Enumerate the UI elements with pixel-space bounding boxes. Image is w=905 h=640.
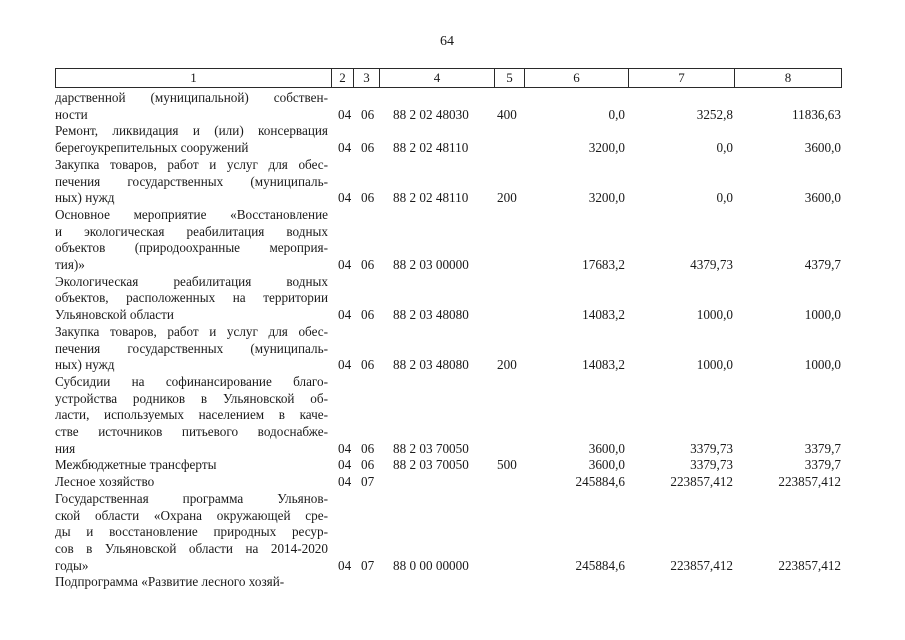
description-line: ния — [55, 440, 76, 456]
cell-c8: 1000,0 — [804, 357, 841, 373]
cell-c8: 3600,0 — [804, 140, 841, 156]
description-line: Закупка товаров, работ и услуг для обес- — [55, 323, 328, 339]
header-col-3: 3 — [354, 69, 380, 87]
row-description — [55, 491, 328, 575]
cell-c4: 88 2 03 48080 — [393, 357, 469, 373]
cell-c4: 88 2 03 70050 — [393, 440, 469, 456]
cell-c4: 88 2 03 70050 — [393, 457, 469, 473]
description-line: устройства родников в Ульяновской об- — [55, 390, 328, 406]
cell-c2: 04 — [338, 557, 352, 573]
table-row — [55, 274, 842, 324]
row-description — [55, 324, 328, 374]
header-col-4: 4 — [380, 69, 495, 87]
cell-c7: 0,0 — [716, 190, 733, 206]
row-description — [55, 123, 328, 156]
description-line: Лесное хозяйство — [55, 474, 155, 490]
cell-c6: 14083,2 — [582, 307, 625, 323]
table-body — [55, 90, 842, 591]
cell-c7: 3379,73 — [690, 440, 733, 456]
cell-c7: 3252,8 — [696, 106, 733, 122]
header-col-2: 2 — [332, 69, 354, 87]
cell-c7: 223857,412 — [670, 474, 733, 490]
description-line: объектов, расположенных на территории — [55, 290, 328, 306]
header-col-1: 1 — [56, 69, 332, 87]
cell-c7: 1000,0 — [696, 357, 733, 373]
cell-c4: 88 2 02 48110 — [393, 190, 469, 206]
cell-c3: 07 — [361, 557, 375, 573]
cell-c3: 07 — [361, 474, 375, 490]
row-description — [55, 207, 328, 274]
table-row — [55, 474, 842, 491]
cell-c3: 06 — [361, 106, 375, 122]
description-line: печения государственных (муниципаль- — [55, 340, 328, 356]
table-row — [55, 491, 842, 575]
description-line: ласти, используемых населением в каче- — [55, 407, 328, 423]
cell-c4: 88 2 02 48110 — [393, 140, 469, 156]
cell-c8: 1000,0 — [804, 307, 841, 323]
cell-c3: 06 — [361, 440, 375, 456]
cell-c3: 06 — [361, 307, 375, 323]
description-line: печения государственных (муниципаль- — [55, 173, 328, 189]
description-line: Подпрограмма «Развитие лесного хозяй- — [55, 574, 285, 590]
cell-c7: 3379,73 — [690, 457, 733, 473]
description-line: Экологическая реабилитация водных — [55, 273, 328, 289]
cell-c4: 88 2 03 00000 — [393, 257, 469, 273]
table-row — [55, 457, 842, 474]
description-line: ности — [55, 106, 88, 122]
table-row — [55, 324, 842, 374]
cell-c4: 88 2 03 48080 — [393, 307, 469, 323]
page-number: 64 — [440, 34, 454, 49]
table-row — [55, 374, 842, 458]
description-line: тия)» — [55, 257, 85, 273]
cell-c5: 200 — [497, 190, 517, 206]
cell-c7: 4379,73 — [690, 257, 733, 273]
cell-c3: 06 — [361, 190, 375, 206]
cell-c2: 04 — [338, 357, 352, 373]
cell-c3: 06 — [361, 257, 375, 273]
description-line: Ремонт, ликвидация и (или) консервация — [55, 123, 328, 139]
cell-c6: 17683,2 — [582, 257, 625, 273]
description-line: ных) нужд — [55, 357, 115, 373]
cell-c8: 223857,412 — [778, 557, 841, 573]
table-row — [55, 90, 842, 123]
row-description — [55, 374, 328, 458]
cell-c6: 245884,6 — [575, 557, 625, 573]
cell-c6: 3600,0 — [588, 440, 625, 456]
header-col-5: 5 — [495, 69, 525, 87]
description-line: ской области «Охрана окружающей сре- — [55, 507, 328, 523]
description-line: берегоукрепительных сооружений — [55, 140, 249, 156]
cell-c2: 04 — [338, 474, 352, 490]
cell-c5: 400 — [497, 106, 517, 122]
table-row — [55, 157, 842, 207]
cell-c8: 223857,412 — [778, 474, 841, 490]
table-header — [55, 68, 842, 88]
cell-c6: 0,0 — [608, 106, 625, 122]
cell-c2: 04 — [338, 106, 352, 122]
cell-c7: 223857,412 — [670, 557, 733, 573]
cell-c2: 04 — [338, 257, 352, 273]
cell-c6: 3600,0 — [588, 457, 625, 473]
description-line: годы» — [55, 557, 89, 573]
description-line: Закупка товаров, работ и услуг для обес- — [55, 156, 328, 172]
header-col-6: 6 — [525, 69, 629, 87]
description-line: Государственная программа Ульянов- — [55, 490, 328, 506]
table-row — [55, 123, 842, 156]
cell-c2: 04 — [338, 190, 352, 206]
cell-c7: 1000,0 — [696, 307, 733, 323]
cell-c5: 200 — [497, 357, 517, 373]
description-line: дарственной (муниципальной) собствен- — [55, 90, 328, 105]
row-description — [55, 457, 328, 474]
cell-c6: 3200,0 — [588, 140, 625, 156]
cell-c8: 3600,0 — [804, 190, 841, 206]
description-line: сов в Ульяновской области на 2014-2020 — [55, 540, 328, 556]
cell-c4: 88 2 02 48030 — [393, 106, 469, 122]
cell-c6: 14083,2 — [582, 357, 625, 373]
header-col-8: 8 — [784, 70, 792, 85]
table-row — [55, 207, 842, 274]
row-description — [55, 474, 328, 491]
cell-c8: 3379,7 — [804, 440, 841, 456]
cell-c2: 04 — [338, 440, 352, 456]
row-description — [55, 274, 328, 324]
header-col-7: 7 — [629, 69, 735, 87]
description-line: ных) нужд — [55, 190, 115, 206]
cell-c8: 11836,63 — [792, 106, 841, 122]
cell-c5: 500 — [497, 457, 517, 473]
description-line: объектов (природоохранные мероприя- — [55, 240, 328, 256]
row-description — [55, 90, 328, 123]
table-row — [55, 574, 842, 591]
cell-c3: 06 — [361, 357, 375, 373]
cell-c7: 0,0 — [716, 140, 733, 156]
cell-c8: 4379,7 — [804, 257, 841, 273]
cell-c3: 06 — [361, 457, 375, 473]
cell-c8: 3379,7 — [804, 457, 841, 473]
description-line: Межбюджетные трансферты — [55, 457, 217, 473]
row-description — [55, 157, 328, 207]
cell-c2: 04 — [338, 307, 352, 323]
description-line: и экологическая реабилитация водных — [55, 223, 328, 239]
cell-c2: 04 — [338, 457, 352, 473]
description-line: Ульяновской области — [55, 307, 174, 323]
description-line: ды и восстановление природных ресур- — [55, 524, 328, 540]
row-description — [55, 574, 328, 591]
description-line: Основное мероприятие «Восстановление — [55, 206, 328, 222]
cell-c2: 04 — [338, 140, 352, 156]
description-line: Субсидии на софинансирование благо- — [55, 373, 328, 389]
cell-c3: 06 — [361, 140, 375, 156]
cell-c6: 245884,6 — [575, 474, 625, 490]
description-line: стве источников питьевого водоснабже- — [55, 424, 328, 440]
cell-c4: 88 0 00 00000 — [393, 557, 469, 573]
cell-c6: 3200,0 — [588, 190, 625, 206]
